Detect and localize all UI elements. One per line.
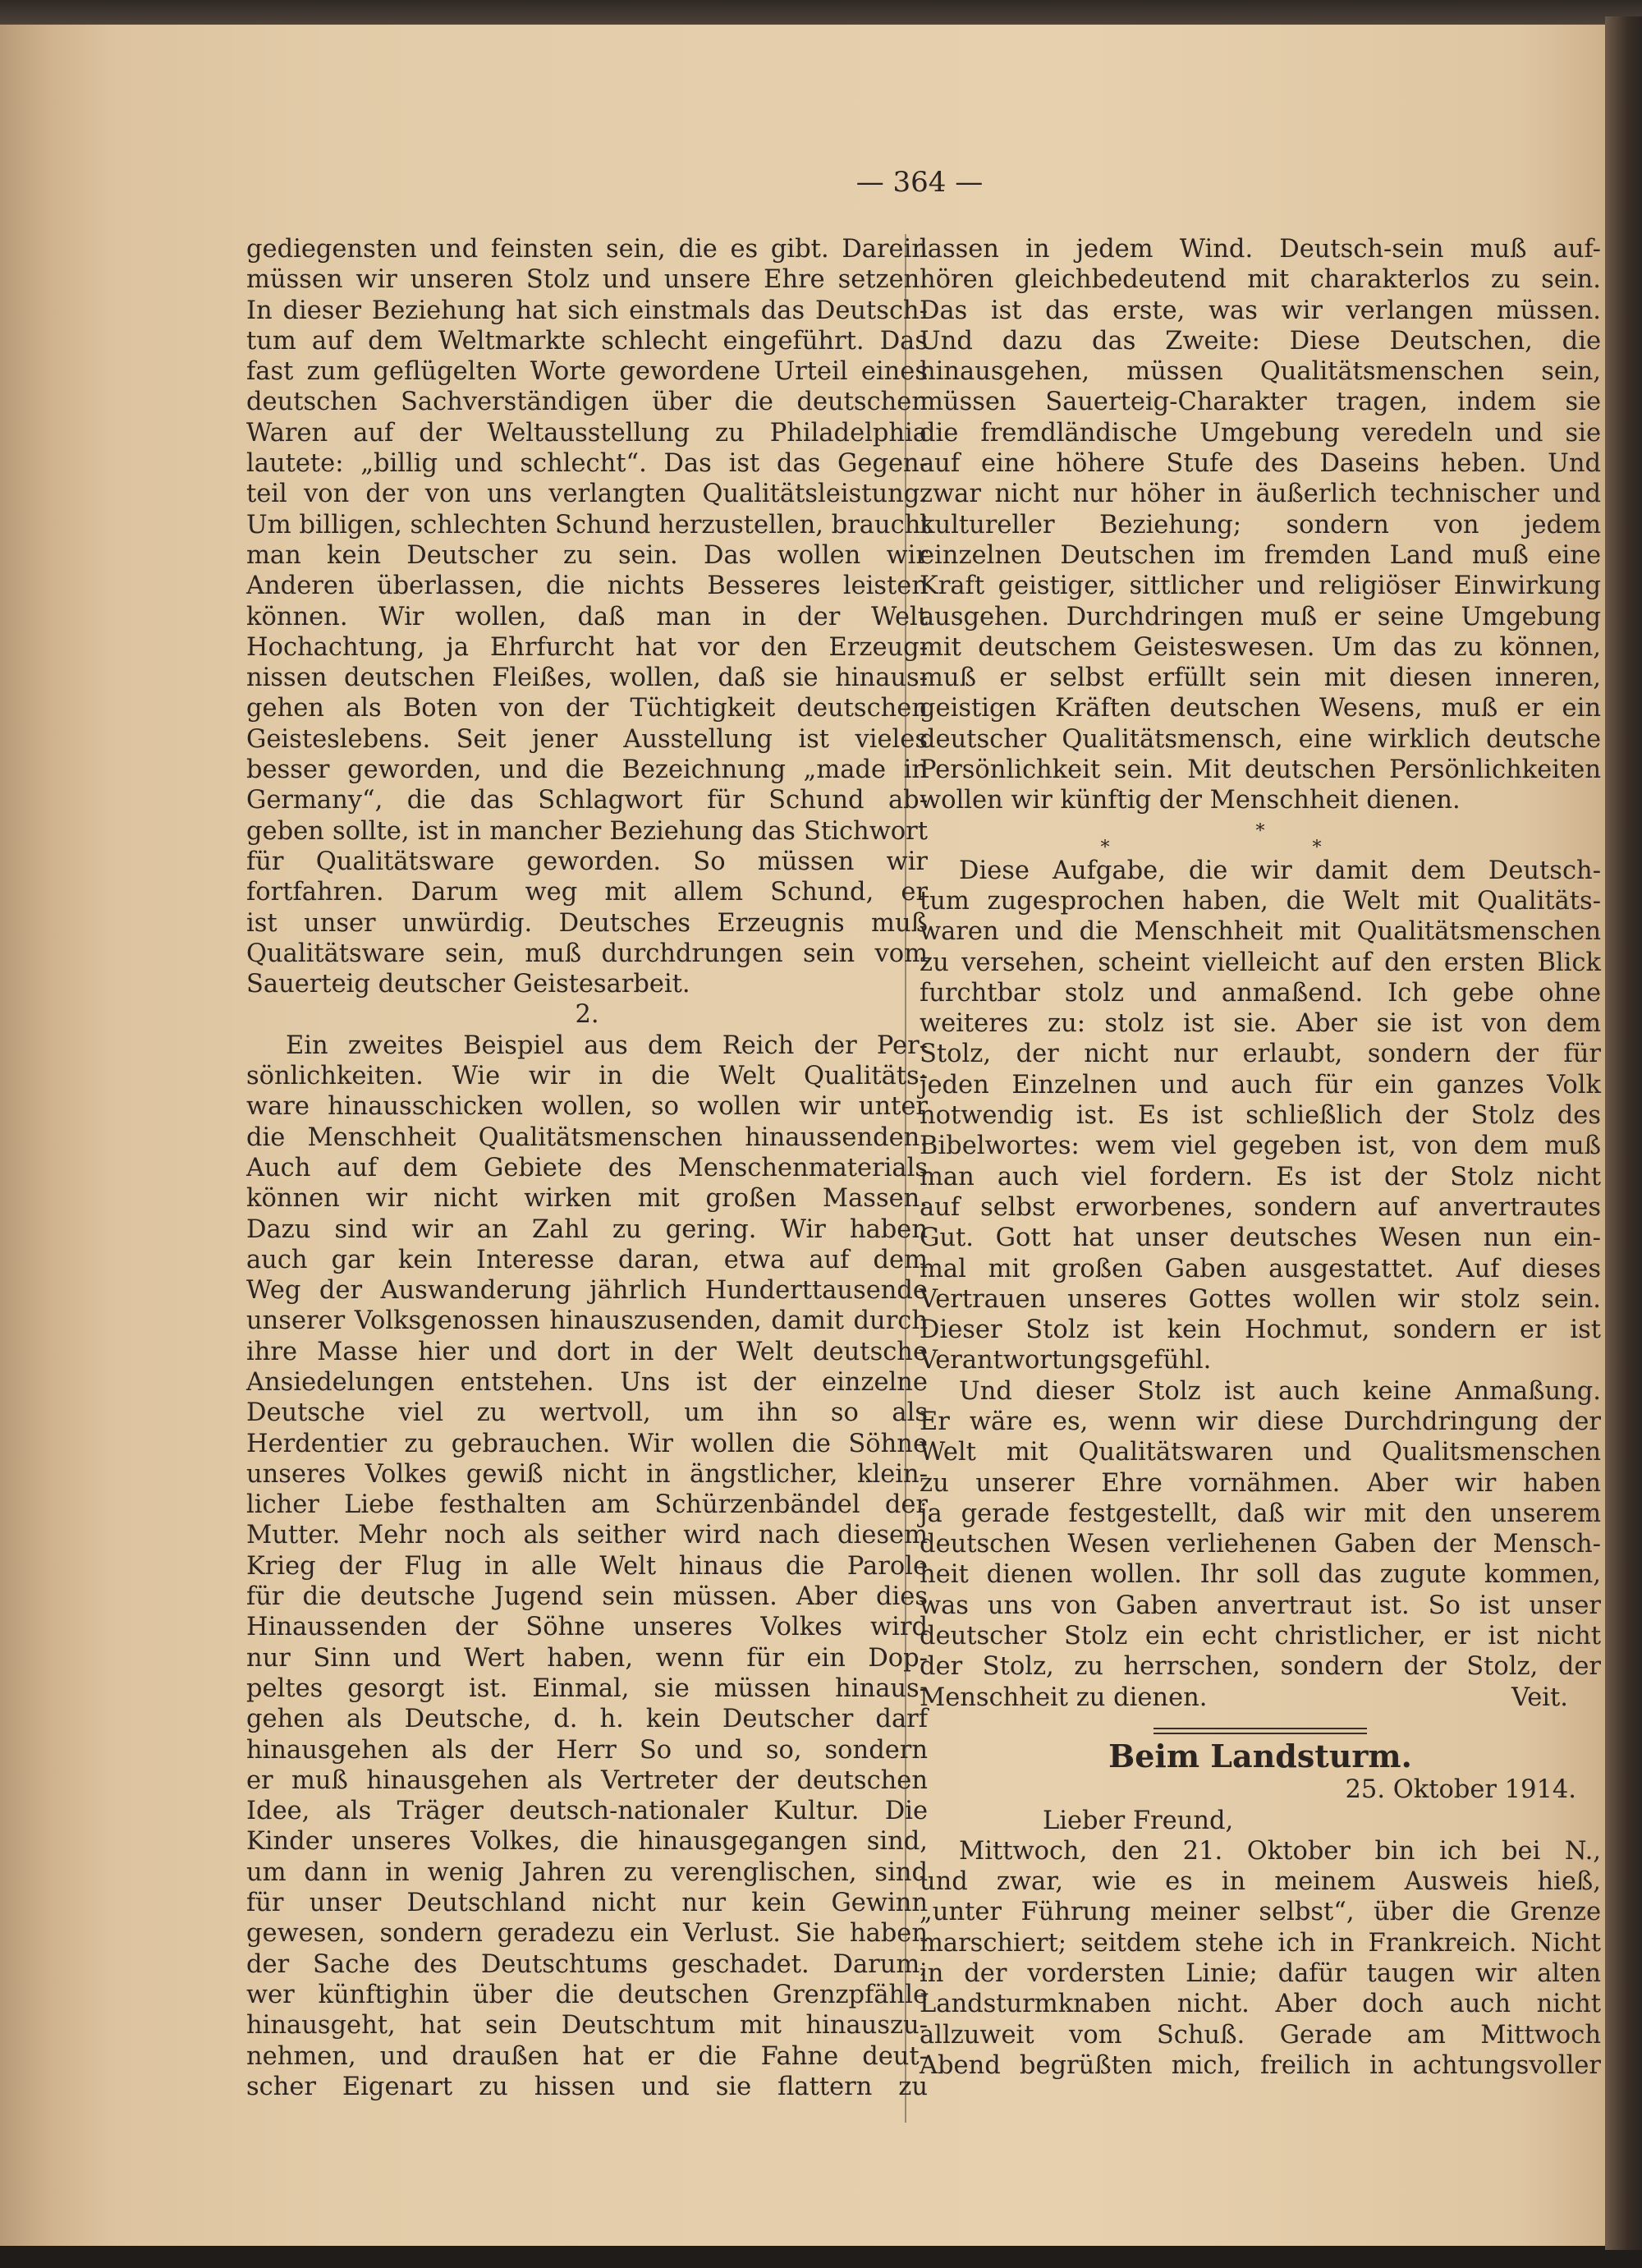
text-line: furchtbar stolz und anmaßend. Ich gebe ohne (920, 978, 1601, 1008)
text-line: was uns von Gaben anvertraut ist. So ist unser (920, 1591, 1601, 1620)
right-column (920, 234, 1601, 2081)
text-line: für Qualitätsware geworden. So müssen wir (246, 847, 928, 876)
text-line: gediegensten und feinsten sein, die es gibt. Darein (246, 235, 928, 264)
text-line: licher Liebe festhalten am Schürzenbändel der (246, 1490, 928, 1520)
text-line: auf selbst erworbenes, sondern auf anvertrautes (920, 1192, 1601, 1222)
text-line: muß er selbst erfüllt sein mit diesen inneren, (920, 663, 1601, 693)
text-line: Herdentier zu gebrauchen. Wir wollen die Söhne (246, 1429, 928, 1458)
page-number: — 364 — (855, 166, 984, 199)
text-line: Stolz, der nicht nur erlaubt, sondern der für (920, 1040, 1601, 1069)
text-line: müssen Sauerteig-Charakter tragen, indem sie (920, 388, 1601, 417)
text-line: lassen in jedem Wind. Deutsch-sein muß auf- (920, 235, 1601, 264)
text-line: der Sache des Deutschtums geschadet. Darum, (246, 1949, 928, 1979)
text-line: tum zugesprochen haben, die Welt mit Qualitäts- (920, 886, 1601, 916)
text-line: zu unserer Ehre vornähmen. Aber wir haben (920, 1468, 1601, 1498)
text-line: Sauerteig deutscher Geistesarbeit. (246, 970, 690, 999)
text-line: unserer Volksgenossen hinauszusenden, damit durch (246, 1306, 928, 1336)
text-line: zu versehen, scheint vielleicht auf den ersten Blick (920, 948, 1601, 977)
text-line: Und dazu das Zweite: Diese Deutschen, die (920, 326, 1601, 356)
book-page (0, 25, 1605, 2246)
text-line: geistigen Kräften deutschen Wesens, muß er ein (920, 694, 1601, 723)
text-line: Krieg der Flug in alle Welt hinaus die Parole (246, 1551, 928, 1581)
text-line: Deutsche viel zu wertvoll, um ihn so als (246, 1398, 928, 1428)
text-line: ihre Masse hier und dort in der Welt deutsche (246, 1337, 928, 1366)
text-line: Das ist das erste, was wir verlangen müssen. (920, 296, 1601, 325)
separator-stars: * * (1100, 837, 1420, 858)
closing-line: Menschheit zu dienen. (920, 1683, 1208, 1712)
text-line: gehen als Deutsche, d. h. kein Deutscher darf (246, 1705, 928, 1734)
text-line: scher Eigenart zu hissen und sie flattern zu (246, 2072, 928, 2101)
text-line: für unser Deutschland nicht nur kein Gewinn (246, 1889, 928, 1918)
left-paragraph-1 (246, 234, 931, 999)
text-line: heit dienen wollen. Ihr soll das zugute kommen, (920, 1560, 1601, 1590)
text-line: nehmen, und draußen hat er die Fahne deut- (246, 2041, 928, 2071)
text-line: weiteres zu: stolz ist sie. Aber sie ist von dem (920, 1009, 1601, 1039)
text-line: wer künftighin über die deutschen Grenzpfähle (246, 1980, 928, 2009)
signature: Veit. (1511, 1683, 1568, 1712)
text-line: und zwar, wie es in meinem Ausweis hieß, (920, 1867, 1601, 1897)
text-line: ist unser unwürdig. Deutsches Erzeugnis muß (246, 908, 928, 938)
text-line: er muß hinausgehen als Vertreter der deutschen (246, 1765, 928, 1795)
text-line: gehen als Boten von der Tüchtigkeit deutschen (246, 694, 928, 723)
text-line: Hochachtung, ja Ehrfurcht hat vor den Erzeug- (246, 632, 928, 662)
closing-line-row (920, 1683, 1601, 1713)
text-line: Auch auf dem Gebiete des Menschenmaterials (246, 1153, 928, 1182)
text-line: man kein Deutscher zu sein. Das wollen wir (246, 540, 928, 570)
text-line: die fremdländische Umgebung veredeln und sie (920, 418, 1601, 448)
text-line: Geisteslebens. Seit jener Ausstellung ist vieles (246, 724, 928, 754)
article-divider (1154, 1728, 1367, 1734)
text-line: In dieser Beziehung hat sich einstmals das Deutsch- (246, 296, 928, 325)
text-line: für die deutsche Jugend sein müssen. Aber dies (246, 1582, 928, 1612)
text-line: besser geworden, und die Bezeichnung „made in (246, 755, 928, 785)
text-line: hinausgeht, hat sein Deutschtum mit hinauszu- (246, 2011, 928, 2041)
text-line: teil von der von uns verlangten Qualitätsleistung. (246, 480, 928, 509)
text-line: allzuweit vom Schuß. Gerade am Mittwoch (920, 2020, 1601, 2050)
salutation: Lieber Freund, (1043, 1806, 1234, 1835)
text-line: Kraft geistiger, sittlicher und religiöser Einwirkung (920, 572, 1601, 601)
text-line: auch gar kein Interesse daran, etwa auf dem (246, 1245, 928, 1274)
text-line: um dann in wenig Jahren zu verenglischen, sind (246, 1857, 928, 1887)
text-line: „unter Führung meiner selbst“, über die Grenze (920, 1898, 1601, 1927)
text-line: Kinder unseres Volkes, die hinausgegangen sind, (246, 1827, 928, 1857)
text-line: Idee, als Träger deutsch-nationaler Kultur. Die (246, 1797, 928, 1826)
text-line: deutschen Wesen verliehenen Gaben der Mensch- (920, 1530, 1601, 1559)
text-line: Vertrauen unseres Gottes wollen wir stolz sein. (920, 1284, 1601, 1314)
article-title: Beim Landsturm. (1108, 1737, 1412, 1774)
text-line: können wir nicht wirken mit großen Massen. (246, 1184, 928, 1214)
article-date: 25. Oktober 1914. (1345, 1775, 1576, 1805)
section-number: 2. (575, 1000, 599, 1030)
text-line: Welt mit Qualitätswaren und Qualitsmenschen (920, 1438, 1601, 1467)
text-line: nissen deutschen Fleißes, wollen, daß sie hinaus- (246, 663, 928, 693)
book-right-edge (1605, 16, 1642, 2250)
text-line: Qualitätsware sein, muß durchdrungen sein vom (246, 939, 928, 968)
text-line: Abend begrüßten mich, freilich in achtungsvoller (920, 2050, 1601, 2080)
text-line: fast zum geflügelten Worte gewordene Urteil eines (246, 357, 928, 387)
text-line: Um billigen, schlechten Schund herzustellen, braucht (246, 510, 931, 539)
text-line: deutscher Stolz ein echt christlicher, er ist nicht (920, 1622, 1601, 1651)
text-line: zwar nicht nur höher in äußerlich technischer und (920, 480, 1601, 509)
text-line: geben sollte, ist in mancher Beziehung das Stichwort (246, 816, 928, 846)
text-line: Er wäre es, wenn wir diese Durchdringung der (920, 1407, 1601, 1436)
text-line: marschiert; seitdem stehe ich in Frankreich. Nicht (920, 1928, 1601, 1958)
text-line: peltes gesorgt ist. Einmal, sie müssen hinaus- (246, 1673, 928, 1703)
text-line: hinausgehen, müssen Qualitätsmenschen sein, (920, 357, 1601, 387)
text-line: ausgehen. Durchdringen muß er seine Umgebung (920, 602, 1601, 631)
text-line: die Menschheit Qualitätsmenschen hinaussenden. (246, 1123, 928, 1152)
text-line: Dazu sind wir an Zahl zu gering. Wir haben (246, 1214, 928, 1244)
text-line: Gut. Gott hat unser deutsches Wesen nun ein- (920, 1224, 1601, 1253)
text-line: Landsturmknaben nicht. Aber doch auch nicht (920, 1990, 1601, 2019)
right-paragraph-1 (920, 234, 1601, 816)
right-paragraph-3 (920, 1376, 1601, 1683)
text-line: hören gleichbedeutend mit charakterlos zu sein. (920, 265, 1601, 295)
right-paragraph-4 (920, 1836, 1601, 2081)
text-line: Und dieser Stolz ist auch keine Anmaßung. (959, 1376, 1601, 1406)
right-paragraph-2 (920, 856, 1601, 1376)
text-line: in der vordersten Linie; dafür taugen wir alten (920, 1959, 1601, 1989)
text-line: Germany“, die das Schlagwort für Schund ab- (246, 786, 928, 815)
left-column (246, 234, 931, 2102)
text-line: nur Sinn und Wert haben, wenn für ein Dop- (246, 1643, 928, 1673)
text-line: Persönlichkeit sein. Mit deutschen Persönlichkeiten (920, 755, 1601, 785)
text-line: unseres Volkes gewiß nicht in ängstlicher, klein- (246, 1459, 928, 1489)
text-line: Ein zweites Beispiel aus dem Reich der Per- (286, 1031, 928, 1060)
text-line: kultureller Beziehung; sondern von jedem (920, 510, 1601, 539)
text-line: Dieser Stolz ist kein Hochmut, sondern er ist (920, 1315, 1601, 1345)
text-line: mit deutschem Geisteswesen. Um das zu können, (920, 632, 1601, 662)
text-line: Waren auf der Weltausstellung zu Philadelphia (246, 418, 928, 448)
text-line: ware hinausschicken wollen, so wollen wir unter (246, 1092, 928, 1122)
text-line: müssen wir unseren Stolz und unsere Ehre setzen. (246, 265, 928, 295)
text-line: hinausgehen als der Herr So und so, sondern (246, 1735, 928, 1765)
text-line: Diese Aufgabe, die wir damit dem Deutsch- (959, 856, 1601, 885)
text-line: deutscher Qualitätsmensch, eine wirklich deutsche (920, 724, 1601, 754)
text-line: fortfahren. Darum weg mit allem Schund, er (246, 878, 928, 907)
text-line: Mutter. Mehr noch als seither wird nach diesem (246, 1521, 928, 1550)
separator-star: * (1255, 820, 1265, 842)
text-line: man auch viel fordern. Es ist der Stolz nicht (920, 1162, 1601, 1191)
text-line: Anderen überlassen, die nichts Besseres leisten (246, 572, 928, 601)
left-paragraph-2 (246, 1031, 928, 2102)
text-line: der Stolz, zu herrschen, sondern der Stolz, der (920, 1652, 1601, 1682)
text-line: sönlichkeiten. Wie wir in die Welt Qualitäts- (246, 1062, 928, 1091)
text-line: Verantwortungsgefühl. (920, 1346, 1212, 1375)
text-line: Mittwoch, den 21. Oktober bin ich bei N., (959, 1836, 1601, 1866)
text-line: Hinaussenden der Söhne unseres Volkes wird (246, 1613, 928, 1642)
text-line: notwendig ist. Es ist schließlich der Stolz des (920, 1101, 1601, 1131)
text-line: deutschen Sachverständigen über die deutschen (246, 388, 928, 417)
text-line: Weg der Auswanderung jährlich Hunderttausende (246, 1276, 928, 1306)
text-line: waren und die Menschheit mit Qualitätsmenschen (920, 917, 1601, 947)
text-line: Ansiedelungen entstehen. Uns ist der einzelne (246, 1367, 928, 1397)
text-line: können. Wir wollen, daß man in der Welt (246, 602, 928, 631)
text-line: ja gerade festgestellt, daß wir mit den unserem (920, 1499, 1601, 1528)
text-line: lautete: „billig und schlecht“. Das ist das Gegen- (246, 449, 928, 479)
text-line: wollen wir künftig der Menschheit dienen. (920, 786, 1461, 815)
text-line: einzelnen Deutschen im fremden Land muß eine (920, 540, 1601, 570)
text-line: auf eine höhere Stufe des Daseins heben. Und (920, 449, 1601, 479)
text-line: jeden Einzelnen und auch für ein ganzes Volk (920, 1070, 1601, 1100)
text-line: mal mit großen Gaben ausgestattet. Auf dieses (920, 1254, 1601, 1283)
text-line: tum auf dem Weltmarkte schlecht eingeführt. Das (246, 326, 928, 356)
text-line: gewesen, sondern geradezu ein Verlust. Sie haben (246, 1919, 928, 1949)
text-line: Bibelwortes: wem viel gegeben ist, von dem muß (920, 1132, 1601, 1161)
